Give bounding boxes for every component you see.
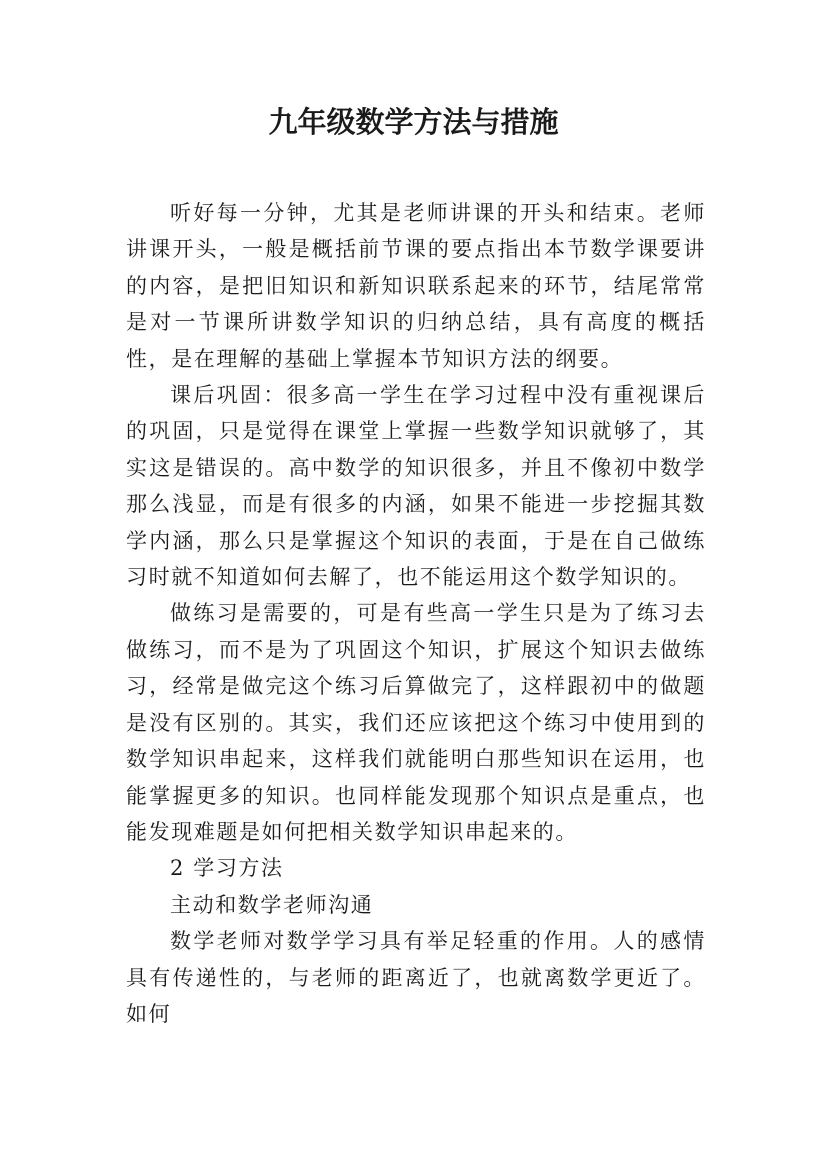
document-title: 九年级数学方法与措施 — [268, 105, 559, 139]
paragraph: 听好每一分钟，尤其是老师讲课的开头和结束。老师讲课开头，一般是概括前节课的要点指出本节数学课要讲的内容，是把旧知识和新知识联系起来的环节，结尾常常是对一节课所讲数学知识的归纳总结，具有高度的概括性，是在理解的基础上掌握本节知识方法的纲要。 — [126, 201, 706, 371]
section-heading: 2 学习方法 — [170, 856, 284, 881]
document-body — [126, 195, 706, 1032]
paragraph: 数学老师对数学学习具有举足轻重的作用。人的感情具有传递性的，与老师的距离近了，也就离数学更近了。如何 — [126, 929, 706, 1026]
paragraph: 课后巩固：很多高一学生在学习过程中没有重视课后的巩固，只是觉得在课堂上掌握一些数学知识就够了，其实这是错误的。高中数学的知识很多，并且不像初中数学那么浅显，而是有很多的内涵，如果不能进一步挖掘其数学内涵，那么只是掌握这个知识的表面，于是在自己做练习时就不知道如何去解了，也不能运用这个数学知识的。 — [126, 383, 706, 590]
paragraph: 做练习是需要的，可是有些高一学生只是为了练习去做练习，而不是为了巩固这个知识，扩展这个知识去做练习，经常是做完这个练习后算做完了，这样跟初中的做题是没有区别的。其实，我们还应该把这个练习中使用到的数学知识串起来，这样我们就能明白那些知识在运用，也能掌握更多的知识。也同样能发现那个知识点是重点，也能发现难题是如何把相关数学知识串起来的。 — [126, 601, 706, 844]
subsection-heading: 主动和数学老师沟通 — [170, 892, 374, 917]
